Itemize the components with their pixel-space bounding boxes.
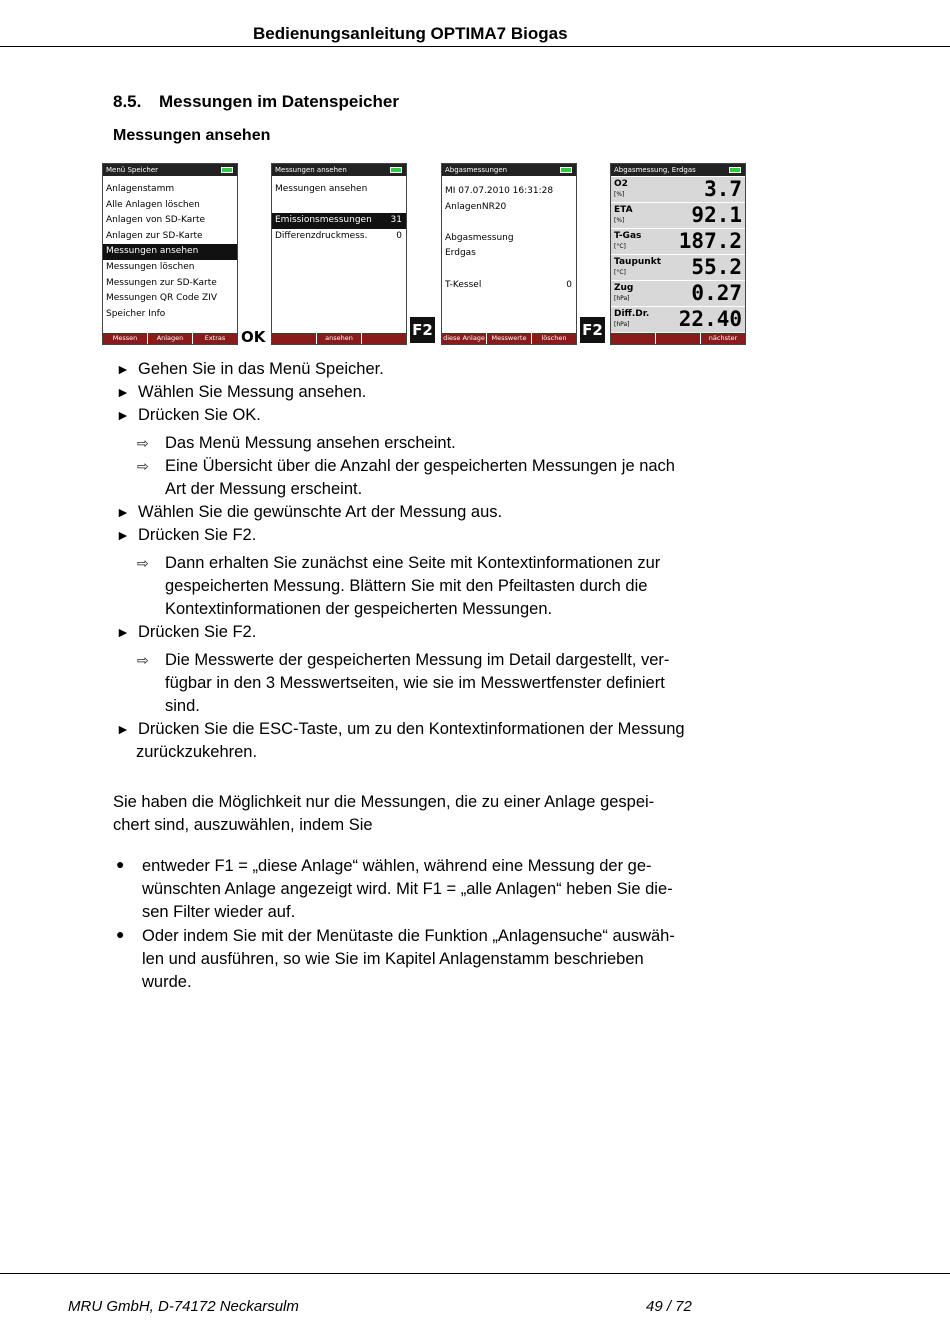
step-arrow-icon: ► bbox=[116, 407, 130, 423]
softkey-f1 bbox=[272, 333, 317, 344]
ok-key-label: OK bbox=[241, 328, 266, 346]
result-continued: gespeicherten Messung. Blättern Sie mit den Pfeiltasten durch die bbox=[165, 577, 648, 595]
softkey-f3: Extras bbox=[204, 334, 226, 342]
result: ⇨ Das Menü Messung ansehen erscheint. bbox=[137, 434, 456, 452]
info-line: Abgasmessung bbox=[445, 232, 514, 243]
softkey-bar bbox=[103, 333, 237, 344]
f2-key-label: F2 bbox=[580, 317, 605, 343]
section-heading bbox=[113, 92, 399, 112]
softkey-f1: diese Anlage bbox=[442, 333, 487, 344]
result: ⇨ Dann erhalten Sie zunächst eine Seite mit Kontextinformationen zur bbox=[137, 554, 661, 572]
bullet-line: sen Filter wieder auf. bbox=[142, 903, 296, 921]
measurement-row: ETA [%] 92.1 bbox=[611, 202, 745, 228]
screen-title: Messungen ansehen bbox=[275, 166, 347, 174]
menu-item: Alle Anlagen löschen bbox=[106, 199, 200, 210]
result-arrow-icon: ⇨ bbox=[137, 435, 149, 451]
info-line: T-Kessel 0 bbox=[445, 279, 572, 290]
result-arrow-icon: ⇨ bbox=[137, 555, 149, 571]
bullet-icon: ● bbox=[116, 926, 125, 942]
menu-item: Anlagen zur SD-Karte bbox=[106, 230, 203, 241]
menu-item: Speicher Info bbox=[106, 308, 166, 319]
bullet-line: wünschten Anlage angezeigt wird. Mit F1 = „alle Anlagen“ heben Sie die- bbox=[142, 880, 673, 898]
softkey-f2 bbox=[656, 333, 701, 344]
result-continued: sind. bbox=[165, 697, 200, 715]
step: ► Drücken Sie F2. bbox=[116, 526, 257, 544]
menu-item: Messungen QR Code ZIV bbox=[106, 293, 217, 304]
step-arrow-icon: ► bbox=[116, 361, 130, 377]
battery-icon bbox=[390, 167, 402, 173]
measurement-row: Taupunkt [°C] 55.2 bbox=[611, 254, 745, 280]
step: ► Drücken Sie F2. bbox=[116, 623, 257, 641]
result: ⇨ Die Messwerte der gespeicherten Messung im Detail dargestellt, ver- bbox=[137, 651, 670, 669]
screen-abgasmessungen bbox=[441, 163, 577, 345]
softkey-f2: Anlagen bbox=[148, 333, 193, 344]
softkey-f3 bbox=[362, 333, 406, 344]
screen-title: Abgasmessung, Erdgas bbox=[614, 166, 696, 174]
step-arrow-icon: ► bbox=[116, 721, 130, 737]
battery-icon bbox=[560, 167, 572, 173]
step: ► Wählen Sie die gewünschte Art der Messung aus. bbox=[116, 503, 503, 521]
softkey-bar bbox=[611, 333, 745, 344]
result-continued: fügbar in den 3 Messwertseiten, wie sie im Messwertfenster definiert bbox=[165, 674, 665, 692]
step: ► Drücken Sie OK. bbox=[116, 406, 261, 424]
menu-item-selected: Messungen ansehen bbox=[103, 244, 237, 260]
result: ⇨ Eine Übersicht über die Anzahl der gespeicherten Messungen je nach bbox=[137, 457, 675, 475]
header-title: Bedienungsanleitung OPTIMA7 Biogas bbox=[253, 24, 568, 43]
softkey-bar bbox=[272, 333, 406, 344]
battery-icon bbox=[221, 167, 233, 173]
measurement-row: T-Gas [°C] 187.2 bbox=[611, 228, 745, 254]
battery-icon bbox=[729, 167, 741, 173]
f2-key-label: F2 bbox=[410, 317, 435, 343]
measurement-row: Zug [hPa] 0.27 bbox=[611, 280, 745, 306]
softkey-bar bbox=[442, 333, 576, 344]
screen-title-bar bbox=[272, 164, 406, 176]
subsection-heading: Messungen ansehen bbox=[113, 127, 271, 144]
step-continued: zurückzukehren. bbox=[136, 743, 258, 761]
measurement-row: Diff.Dr. [hPa] 22.40 bbox=[611, 306, 745, 332]
bullet-line: wurde. bbox=[142, 973, 192, 991]
softkey-f3: löschen bbox=[541, 334, 567, 342]
menu-item-selected: Emissionsmessungen 31 bbox=[272, 213, 406, 229]
result-arrow-icon: ⇨ bbox=[137, 652, 149, 668]
page-number: 49 / 72 bbox=[646, 1298, 692, 1315]
menu-item: Messungen zur SD-Karte bbox=[106, 277, 217, 288]
screen-title-bar bbox=[442, 164, 576, 176]
menu-item: Anlagenstamm bbox=[106, 184, 175, 194]
section-number: 8.5. bbox=[113, 92, 142, 111]
step: ► Drücken Sie die ESC-Taste, um zu den Kontextinformationen der Messung bbox=[116, 720, 685, 738]
menu-item: Anlagen von SD-Karte bbox=[106, 215, 206, 226]
softkey-f2: ansehen bbox=[317, 333, 362, 344]
info-line: MI 07.07.2010 16:31:28 bbox=[445, 186, 554, 196]
measurement-row: O2 [%] 3.7 bbox=[611, 176, 745, 202]
menu-item: Differenzdruckmess. 0 bbox=[275, 230, 402, 241]
screen-title: Abgasmessungen bbox=[445, 166, 508, 174]
step-arrow-icon: ► bbox=[116, 527, 130, 543]
screen-messwerte bbox=[610, 163, 746, 345]
step-arrow-icon: ► bbox=[116, 624, 130, 640]
result-arrow-icon: ⇨ bbox=[137, 458, 149, 474]
page-header bbox=[0, 22, 950, 47]
step: ► Gehen Sie in das Menü Speicher. bbox=[116, 360, 384, 378]
info-line: Erdgas bbox=[445, 248, 476, 259]
softkey-f3: nächster bbox=[708, 334, 738, 342]
softkey-f1: Messen bbox=[103, 333, 148, 344]
paragraph-line: chert sind, auszuwählen, indem Sie bbox=[113, 816, 373, 834]
result-continued: Kontextinformationen der gespeicherten Messungen. bbox=[165, 600, 553, 618]
screen-heading: Messungen ansehen bbox=[275, 184, 368, 194]
step: ► Wählen Sie Messung ansehen. bbox=[116, 383, 367, 401]
info-line: AnlagenNR20 bbox=[445, 201, 507, 212]
paragraph-line: Sie haben die Möglichkeit nur die Messungen, die zu einer Anlage gespei- bbox=[113, 793, 655, 811]
screen-title-bar bbox=[103, 164, 237, 176]
bullet-line: Oder indem Sie mit der Menütaste die Funktion „Anlagensuche“ auswäh- bbox=[142, 927, 675, 945]
softkey-f2: Messwerte bbox=[487, 333, 532, 344]
section-title: Messungen im Datenspeicher bbox=[159, 92, 399, 111]
screen-title: Menü Speicher bbox=[106, 166, 159, 174]
result-continued: Art der Messung erscheint. bbox=[165, 480, 363, 498]
step-arrow-icon: ► bbox=[116, 384, 130, 400]
step-arrow-icon: ► bbox=[116, 504, 130, 520]
softkey-f1 bbox=[611, 333, 656, 344]
footer-company: MRU GmbH, D-74172 Neckarsulm bbox=[68, 1298, 299, 1315]
menu-item: Messungen löschen bbox=[106, 261, 195, 272]
footer-rule bbox=[0, 1273, 950, 1274]
screen-messungen-ansehen bbox=[271, 163, 407, 345]
screen-menu-speicher bbox=[102, 163, 238, 345]
bullet-line: len und ausführen, so wie Sie im Kapitel Anlagenstamm beschrieben bbox=[142, 950, 644, 968]
bullet-icon: ● bbox=[116, 856, 125, 872]
screen-title-bar bbox=[611, 164, 745, 176]
bullet-line: entweder F1 = „diese Anlage“ wählen, während eine Messung der ge- bbox=[142, 857, 652, 875]
